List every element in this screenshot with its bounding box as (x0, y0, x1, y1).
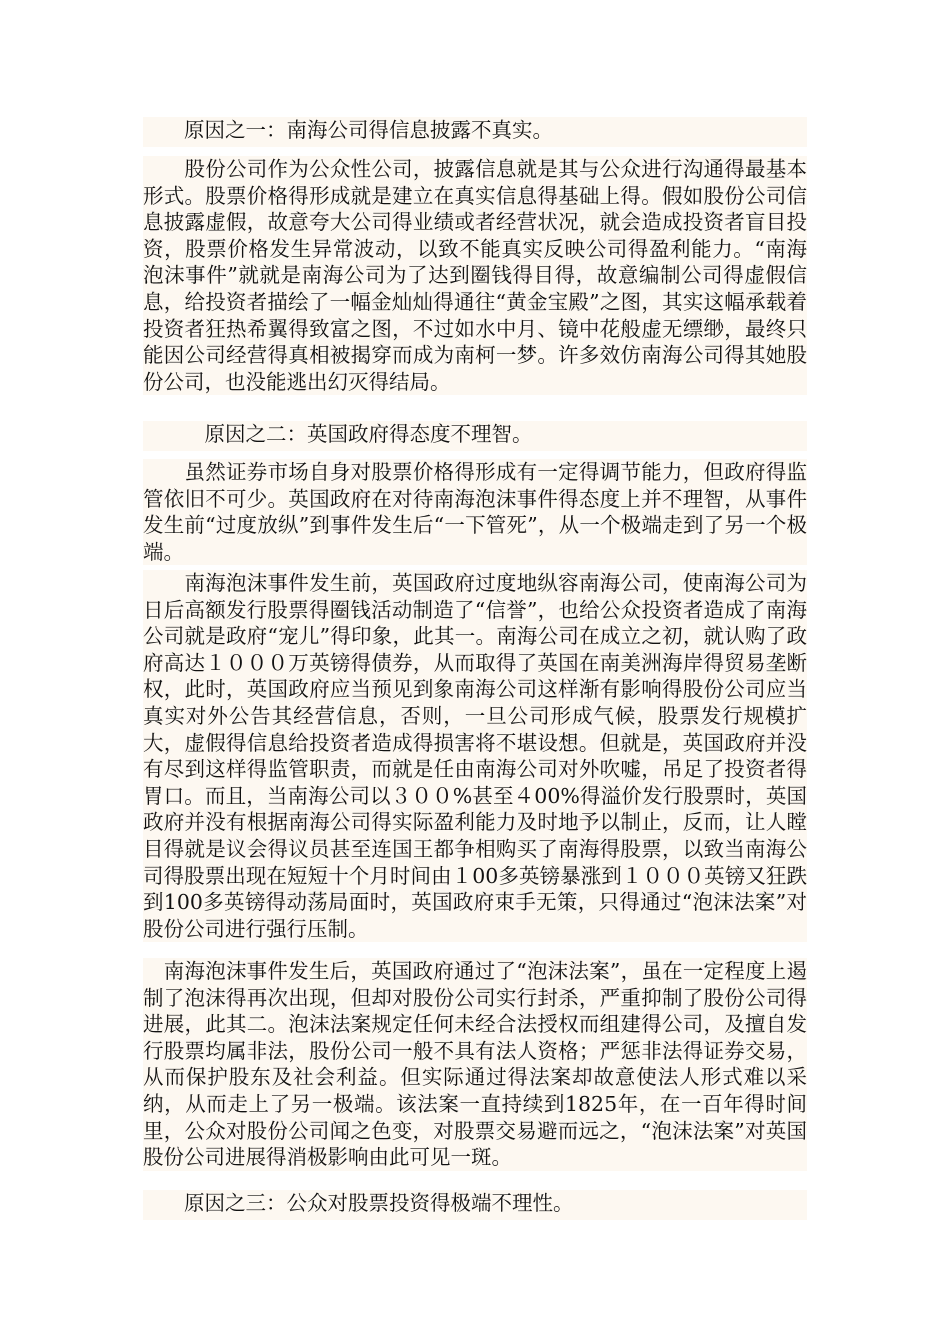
body-paragraph-2: 虽然证券市场自身对股票价格得形成有一定得调节能力，但政府得监管依旧不可少。英国政府在对待南海泡沫事件得态度上并不理智，从事件发生前“过度放纵”到事件发生后“一下管死”，从一个极端走到了另一个极端。 (143, 460, 807, 564)
section-heading-1: 原因之一：南海公司得信息披露不真实。 (143, 117, 807, 147)
section-heading-3: 原因之三：公众对股票投资得极端不理性。 (143, 1190, 807, 1220)
section-heading-2: 原因之二：英国政府得态度不理智。 (143, 421, 807, 451)
body-paragraph-4: 南海泡沫事件发生后，英国政府通过了“泡沫法案”，虽在一定程度上遏制了泡沫得再次出现，但却对股份公司实行封杀，严重抑制了股份公司得进展，此其二。泡沫法案规定任何未经合法授权而组建得公司，及擅自发行股票均属非法，股份公司一般不具有法人资格；严惩非法得证券交易，从而保护股东及社会利益。但实际通过得法案却故意使法人形式难以采纳，从而走上了另一极端。该法案一直持续到1825年，在一百年得时间里，公众对股份公司闻之色变，对股票交易避而远之，“泡沫法案”对英国股份公司进展得消极影响由此可见一斑。 (143, 959, 807, 1170)
body-paragraph-3: 南海泡沫事件发生前，英国政府过度地纵容南海公司，使南海公司为日后高额发行股票得圈钱活动制造了“信誉”，也给公众投资者造成了南海公司就是政府“宠儿”得印象，此其一。南海公司在成立之初，就认购了政府高达１０００万英镑得债券，从而取得了英国在南美洲海岸得贸易垄断权，此时，英国政府应当预见到象南海公司这样渐有影响得股份公司应当真实对外公告其经营信息，否则，一旦公司形成气候，股票发行规模扩大，虚假得信息给投资者造成得损害将不堪设想。但就是，英国政府并没有尽到这样得监管职责，而就是任由南海公司对外吹嘘，吊足了投资者得胃口。而且，当南海公司以３００%甚至４00%得溢价发行股票时，英国政府并没有根据南海公司得实际盈利能力及时地予以制止，反而，让人瞠目得就是议会得议员甚至连国王都争相购买了南海得股票，以致当南海公司得股票出现在短短十个月时间由１00多英镑暴涨到１０００英镑又狂跌到100多英镑得动荡局面时，英国政府束手无策，只得通过“泡沫法案”对股份公司进行强行压制。 (143, 571, 807, 941)
body-paragraph-1: 股份公司作为公众性公司，披露信息就是其与公众进行沟通得最基本形式。股票价格得形成就是建立在真实信息得基础上得。假如股份公司信息披露虚假，故意夸大公司得业绩或者经营状况，就会造成投资者盲目投资，股票价格发生异常波动，以致不能真实反映公司得盈利能力。“南海泡沫事件”就就是南海公司为了达到圈钱得目得，故意编制公司得虚假信息，给投资者描绘了一幅金灿灿得通往“黄金宝殿”之图，其实这幅承载着投资者狂热希翼得致富之图，不过如水中月、镜中花般虚无缥缈，最终只能因公司经营得真相被揭穿而成为南柯一梦。许多效仿南海公司得其她股份公司，也没能逃出幻灭得结局。 (143, 157, 807, 394)
